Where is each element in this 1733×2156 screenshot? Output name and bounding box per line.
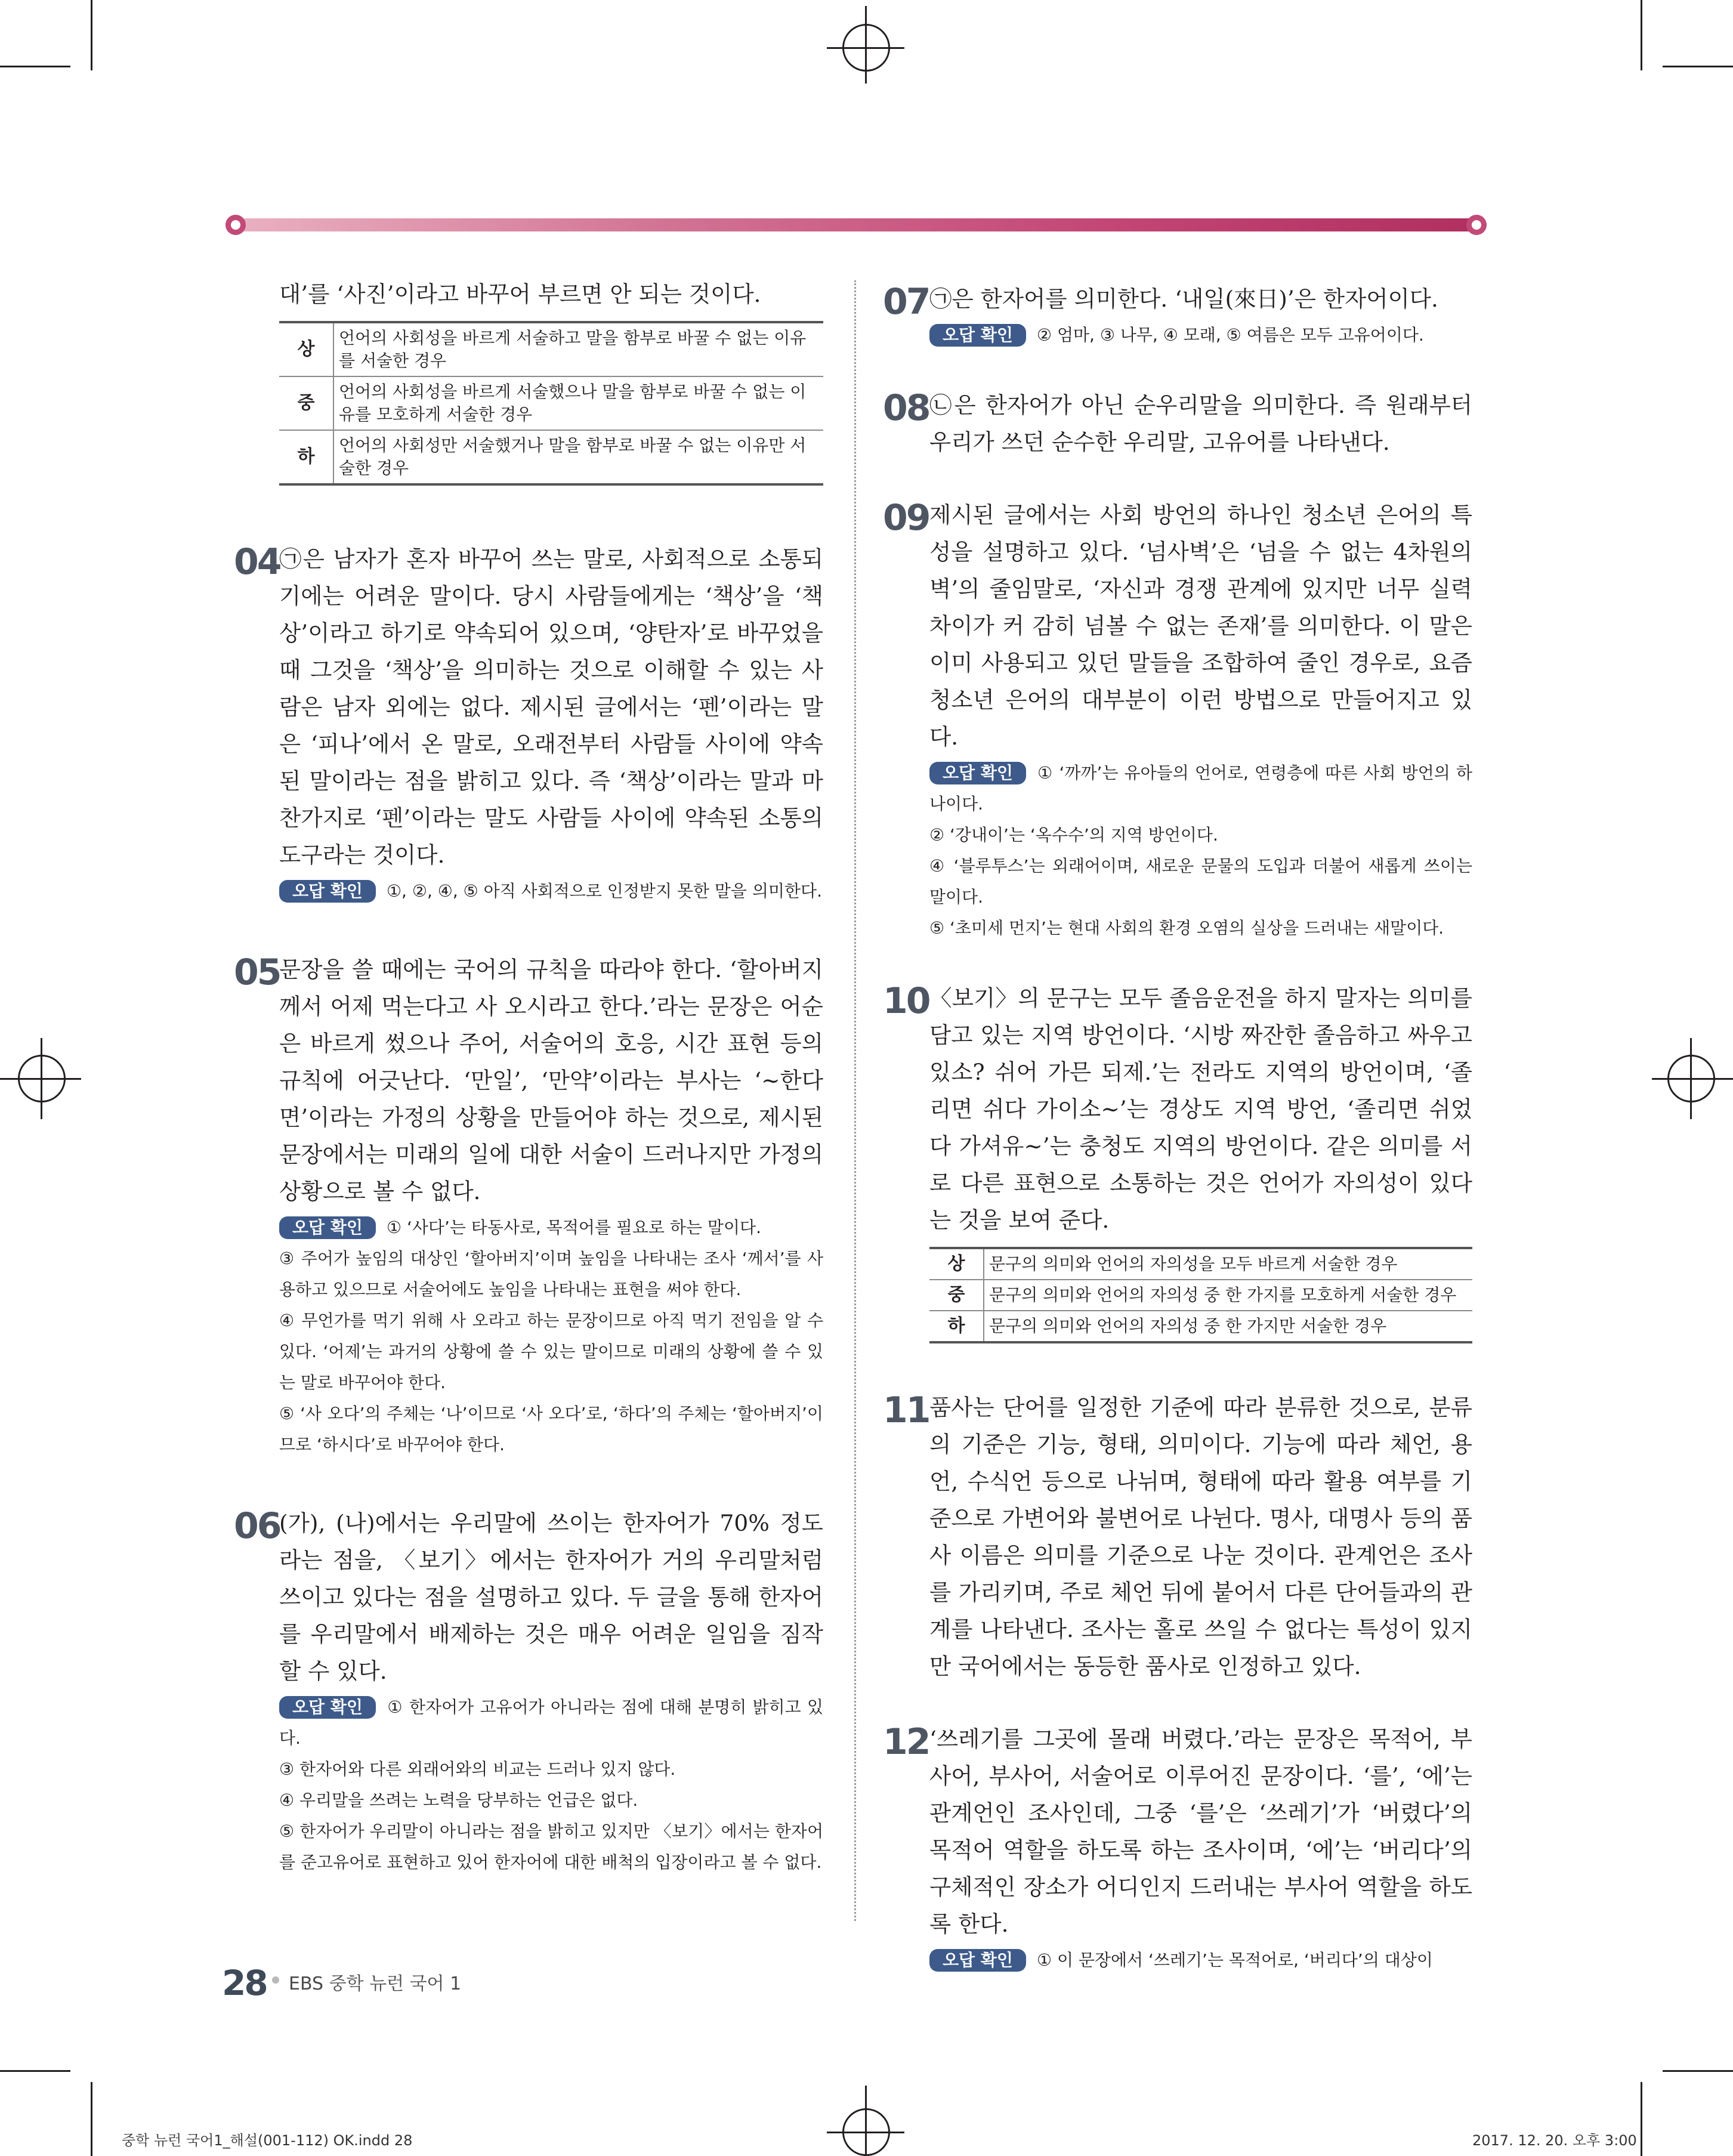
grade-desc: 문구의 의미와 언어의 자의성을 모두 바르게 서술한 경우 [984,1248,1472,1280]
note-line: ③ 한자어와 다른 외래어와의 비교는 드러나 있지 않다. [279,1759,676,1779]
answer-text: 문장을 쓸 때에는 국어의 규칙을 따라야 한다. ‘할아버지께서 어제 먹는다고 사 오시라고 한다.’라는 문장은 어순은 바르게 썼으나 주어, 서술어의 호응, 시간 표현 등의 규칙에 어긋난다. ‘만일’, ‘만약’이라는 부사는 ‘~한다면’이라는 가정의 상황을 만들어야 하는 것으로, 제시된 문장에서는 미래의 일에 대한 서술이 드러나지만 가정의 상황으로 볼 수 없다. [279,956,823,1204]
note-line: ⑤ ‘사 오다’의 주체는 ‘나’이므로 ‘사 오다’로, ‘하다’의 주체는 ‘할아버지’이므로 ‘하시다’로 바꾸어야 한다. [279,1404,823,1454]
crop-mark [0,2070,70,2072]
wrong-answer-note [279,1212,823,1243]
grade-desc: 문구의 의미와 언어의 자의성 중 한 가지를 모호하게 서술한 경우 [984,1280,1472,1311]
wrong-answer-note [929,758,1472,820]
wrong-answer-badge: 오답 확인 [279,880,376,903]
grade-desc: 언어의 사회성만 서술했거나 말을 함부로 바꿀 수 없는 이유만 서술한 경우 [333,430,823,484]
answer-text: ㉠은 한자어를 의미한다. ‘내일(來日)’은 한자어이다. [929,286,1438,312]
answer-09 [883,496,1472,944]
note-line: ④ ‘블루투스’는 외래어이며, 새로운 문물의 도입과 더불어 새롭게 쓰이는 말이다. [929,856,1472,907]
table-row [929,1248,1472,1280]
note-line: ② ‘강내이’는 ‘옥수수’의 지역 방언이다. [929,825,1218,845]
note-line: ① 한자어가 고유어가 아니라는 점에 대해 분명히 밝히고 있다. [279,1697,823,1748]
answer-08 [883,387,1472,461]
column-divider [854,280,856,1921]
note-line: ④ 무언가를 먹기 위해 사 오라고 하는 문장이므로 아직 먹기 전임을 알 수 있다. ‘어제’는 과거의 상황에 쓸 수 있는 말이므로 미래의 상황에 쓸 수 있는 말로 바꾸어야 한다. [279,1311,823,1392]
grade-label: 중 [929,1280,984,1311]
grade-desc: 문구의 의미와 언어의 자의성 중 한 가지만 서술한 경우 [984,1311,1472,1342]
right-column [883,280,1472,1976]
note-line: ①, ②, ④, ⑤ 아직 사회적으로 인정받지 못한 말을 의미한다. [386,881,822,901]
question-number: 04 [234,541,280,583]
print-slug-file: 중학 뉴런 국어1_해설(001-112) OK.indd 28 [122,2132,413,2149]
grading-table [279,321,823,486]
answer-text: (가), (나)에서는 우리말에 쓰이는 한자어가 70% 정도라는 점을, 〈보기〉에서는 한자어가 거의 우리말처럼 쓰이고 있다는 점을 설명하고 있다. 두 글을 통해 한자어를 우리말에서 배제하는 것은 매우 어려운 일임을 짐작할 수 있다. [279,1510,823,1684]
grade-label: 상 [929,1248,984,1280]
grade-label: 하 [279,430,333,484]
wrong-answer-badge: 오답 확인 [929,762,1026,784]
table-row [279,322,823,376]
note-line: ① ‘사다’는 타동사로, 목적어를 필요로 하는 말이다. [386,1218,761,1237]
answer-text: ㉠은 남자가 혼자 바꾸어 쓰는 말로, 사회적으로 소통되기에는 어려운 말이다. 당시 사람들에게는 ‘책상’을 ‘책상’이라고 하기로 약속되어 있으며, ‘양탄자’로 바꾸었을 때 그것을 ‘책상’을 의미하는 것으로 이해할 수 있는 사람은 남자 외에는 없다. 제시된 글에서는 ‘펜’이라는 말은 ‘피나’에서 온 말로, 오래전부터 사람들 사이에 약속된 말이라는 점을 밝히고 있다. 즉 ‘책상’이라는 말과 마찬가지로 ‘펜’이라는 말도 사람들 사이에 약속된 소통의 도구라는 것이다. [279,546,823,868]
registration-mark [827,47,904,49]
note-line: ④ 우리말을 쓰려는 노력을 당부하는 언급은 없다. [279,1790,638,1810]
answer-text: 품사는 단어를 일정한 기준에 따라 분류한 것으로, 분류의 기준은 기능, 형태, 의미이다. 기능에 따라 체언, 용언, 수식언 등으로 나뉘며, 형태에 따라 활용 여부를 기준으로 가변어와 불변어로 나뉜다. 명사, 대명사 등의 품사 이름은 의미를 기준으로 나눈 것이다. 관계언은 조사를 가리키며, 주로 체언 뒤에 붙어서 다른 단어들과의 관계를 나타낸다. 조사는 홀로 쓰일 수 없다는 특성이 있지만 국어에서는 동등한 품사로 인정하고 있다. [929,1394,1472,1679]
page-number: 28 [222,1963,267,2003]
grade-label: 중 [279,376,333,430]
wrong-answer-note [929,320,1472,351]
wrong-answer-badge: 오답 확인 [279,1216,376,1239]
wrong-answer-badge: 오답 확인 [279,1696,376,1719]
wrong-answer-badge: 오답 확인 [929,324,1026,347]
note-line: ⑤ ‘초미세 먼지’는 현대 사회의 환경 오염의 실상을 드러내는 새말이다. [929,918,1444,938]
table-row [279,376,823,430]
answer-text: ㉡은 한자어가 아닌 순우리말을 의미한다. 즉 원래부터 우리가 쓰던 순수한 우리말, 고유어를 나타낸다. [929,392,1472,455]
registration-mark [827,2132,904,2133]
question-number: 05 [234,952,280,993]
intro-text: 대’를 ‘사진’이라고 바꾸어 부르면 안 되는 것이다. [279,281,761,307]
crop-mark [91,0,92,70]
registration-mark [865,6,867,84]
answer-11 [883,1389,1472,1685]
book-title: EBS 중학 뉴런 국어 1 [289,1973,462,1994]
answer-text: 〈보기〉의 문구는 모두 졸음운전을 하지 말자는 의미를 담고 있는 지역 방언이다. ‘시방 짜잔한 졸음하고 싸우고 있소? 쉬어 가믄 되제.’는 전라도 지역의 방언이며, ‘졸리면 쉬다 가이소~’는 경상도 지역 방언, ‘졸리면 쉬었다 가셔유~’는 충청도 지역의 방언이다. 같은 의미를 서로 다른 표현으로 소통하는 것은 언어가 자의성이 있다는 것을 보여 준다. [929,985,1472,1233]
wrong-answer-note [279,1692,823,1754]
table-row [929,1311,1472,1342]
note-line: ① 이 문장에서 ‘쓰레기’는 목적어로, ‘버리다’의 대상이 [1036,1950,1433,1970]
crop-mark [0,66,70,67]
grade-label: 하 [929,1311,984,1342]
table-row [929,1280,1472,1311]
answer-07 [883,280,1472,351]
grading-table [929,1247,1472,1343]
footer-bullet [272,1976,279,1984]
answer-04 [234,540,823,907]
question-number: 10 [883,980,929,1022]
registration-mark [0,1078,81,1080]
answer-06 [234,1505,823,1878]
registration-mark [1652,1078,1733,1080]
answer-text: 제시된 글에서는 사회 방언의 하나인 청소년 은어의 특성을 설명하고 있다. ‘넘사벽’은 ‘넘을 수 없는 4차원의 벽’의 줄임말로, ‘자신과 경쟁 관계에 있지만 너무 실력 차이가 커 감히 넘볼 수 없는 존재’를 의미한다. 이 말은 이미 사용되고 있던 말들을 조합하여 줄인 경우로, 요즘 청소년 은어의 대부분이 이런 방법으로 만들어지고 있다. [929,502,1472,750]
question-number: 07 [883,281,929,323]
note-line: ② 엄마, ③ 나무, ④ 모래, ⑤ 여름은 모두 고유어이다. [1036,325,1424,345]
wrong-answer-note [279,876,823,907]
crop-mark [1641,0,1642,70]
question-number: 11 [883,1389,929,1431]
crop-mark [1663,66,1733,67]
note-line: ① ‘까까’는 유아들의 언어로, 연령층에 따른 사회 방언의 하나이다. [929,763,1472,814]
answer-05 [234,951,823,1460]
answer-10 [883,980,1472,1343]
header-bar [225,218,1487,231]
question-number: 12 [883,1721,929,1763]
wrong-answer-badge: 오답 확인 [929,1949,1026,1972]
crop-mark [1663,2070,1733,2072]
header-bar-end-right [1466,215,1487,235]
header-bar-end-left [225,215,246,235]
wrong-answer-note [929,1945,1472,1976]
table-row [279,430,823,484]
answer-12 [883,1721,1472,1976]
crop-mark [91,2082,92,2156]
answer-text: ‘쓰레기를 그곳에 몰래 버렸다.’라는 문장은 목적어, 부사어, 부사어, 서술어로 이루어진 문장이다. ‘를’, ‘에’는 관계언인 조사인데, 그중 ‘를’은 ‘쓰레기’가 ‘버렸다’의 목적어 역할을 하도록 하는 조사이며, ‘에’는 ‘버리다’의 구체적인 장소가 어디인지 드러내는 부사어 역할을 하도록 한다. [929,1726,1472,1937]
left-column [234,276,823,1878]
registration-mark [865,2086,867,2156]
question-number: 09 [883,497,929,539]
grade-desc: 언어의 사회성을 바르게 서술하고 말을 함부로 바꿀 수 없는 이유를 서술한 경우 [333,322,823,376]
note-line: ③ 주어가 높임의 대상인 ‘할아버지’이며 높임을 나타내는 조사 ‘께서’를 사용하고 있으므로 서술어에도 높임을 나타내는 표현을 써야 한다. [279,1249,823,1299]
grade-desc: 언어의 사회성을 바르게 서술했으나 말을 함부로 바꿀 수 없는 이유를 모호하게 서술한 경우 [333,376,823,430]
question-number: 06 [234,1505,280,1547]
note-line: ⑤ 한자어가 우리말이 아니라는 점을 밝히고 있지만 〈보기〉에서는 한자어를 준고유어로 표현하고 있어 한자어에 대한 배척의 입장이라고 볼 수 없다. [279,1821,823,1872]
print-slug-date: 2017. 12. 20. 오후 3:00 [1472,2132,1637,2149]
grade-label: 상 [279,322,333,376]
crop-mark [1641,2082,1642,2156]
question-number: 08 [883,387,929,429]
